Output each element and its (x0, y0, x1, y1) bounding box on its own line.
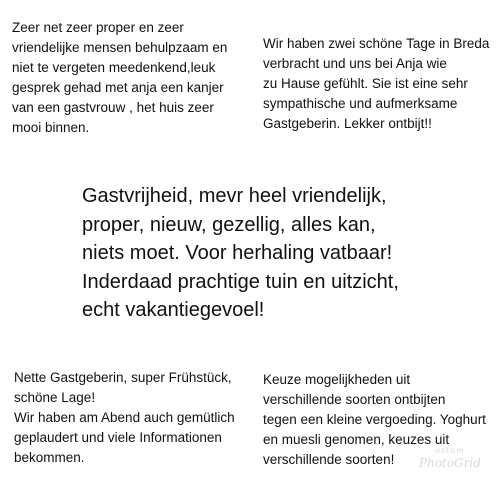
review-center: Gastvrijheid, mevr heel vriendelijk, proper, nieuw, gezellig, alles kan, niets moet. Voor herhaling vatbaar! Inderdaad prachtige tuin en uitzicht, echt vakantiegevoel! (82, 185, 399, 321)
review-top-left: Zeer net zeer proper en zeer vriendelijke mensen behulpzaam en niet te vergeten meedenkend,leuk gesprek gehad met anja een kanjer van een gastvrouw , het huis zeer mooi binnen. (12, 20, 228, 135)
review-bottom-left: Nette Gastgeberin, super Frühstück, schöne Lage! Wir haben am Abend auch gemütlich geplaudert und viele Informationen bekommen. (14, 370, 235, 465)
watermark-name: ostum (435, 446, 465, 455)
watermark-brand: PhotoGrid (419, 456, 481, 470)
photogrid-watermark (410, 444, 490, 470)
review-top-right: Wir haben zwei schöne Tage in Breda verbracht und uns bei Anja wie zu Hause gefühlt. Sie ist eine sehr sympathische und aufmerksame Gastgeberin. Lekker ontbijt!! (263, 36, 490, 131)
review-bottom-right: Keuze mogelijkheden uit verschillende soorten ontbijten tegen een kleine vergoeding. Yoghurt en muesli genomen, keuzes uit verschillende soorten! (263, 372, 486, 467)
